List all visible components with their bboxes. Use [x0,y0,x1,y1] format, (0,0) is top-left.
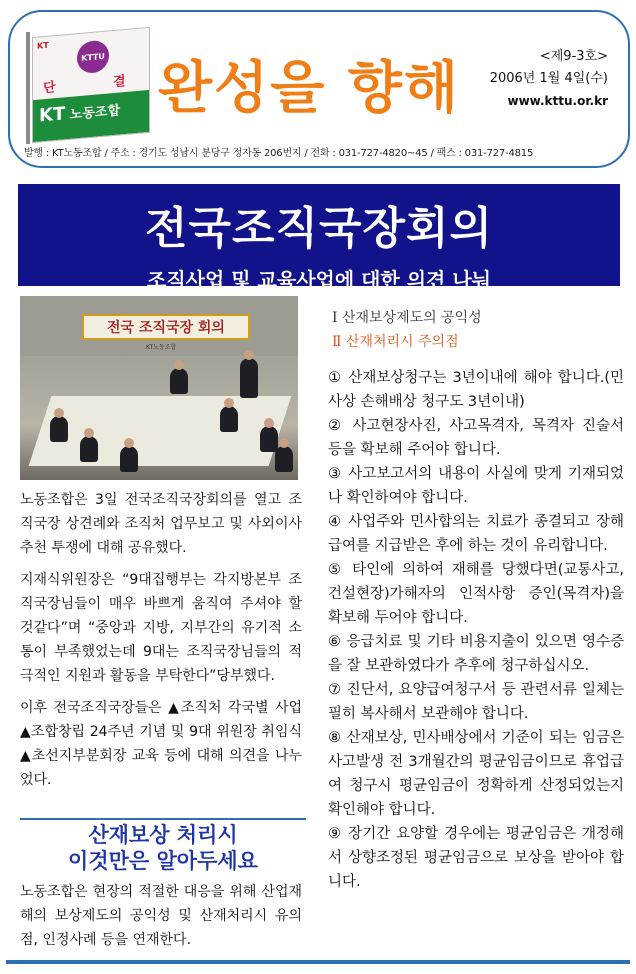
list-item: ⑦ 진단서, 요양급여청구서 등 관련서류 일체는 필히 복사해서 보관해야 합니다. [328,682,624,722]
subheadline: 조직사업 및 교육사업에 대한 의견 나눠 [147,268,491,292]
kttu-emblem-icon: KTTU [77,39,109,74]
list-item: ⑧ 산재보상, 민사배상에서 기준이 되는 임금은 사고발생 전 3개월간의 평균임금이므로 휴업급여 청구시 평균임금이 정확하게 산정되었는지 확인해야 합니다. [328,730,624,818]
article-right-column [328,306,624,894]
flag-char-dan: 단 [43,80,56,97]
list-item: ③ 사고보고서의 내용이 사실에 맞게 기재되었나 확인하여야 합니다. [328,466,624,506]
headline-banner [18,184,620,292]
callout-line: 산재보상 처리시 [88,823,238,847]
photo-person [120,446,138,472]
photo-person-head [224,398,234,408]
photo-person [260,426,278,452]
photo-person [275,446,293,472]
newsletter-title: 완성을 향해 [158,56,460,121]
flag-kt-text: KT [39,103,66,127]
series-intro-paragraph: 노동조합은 현장의 적절한 대응을 위해 산업재해의 보상제도의 공익성 및 산재처리시 유의점, 인정사례 등을 연재한다. [20,884,302,948]
photo-person-head [279,438,289,448]
publisher-address: 발행 : KT노동조합 / 주소 : 경기도 성남시 분당구 정자동 206번지 / 전화 : 031-727-4820~45 / 팩스 : 031-727-4815 [24,148,534,159]
website-link[interactable]: www.kttu.or.kr [507,94,608,108]
photo-person-head [84,428,94,438]
photo-person-head [174,360,184,370]
photo-person-head [244,350,254,360]
photo-person [220,406,238,432]
list-item: ② 사고현장사진, 사고목격자, 목격자 진술서 등을 확보해 주어야 합니다. [328,418,624,458]
photo-person [240,358,258,398]
photo-person [170,368,188,394]
issue-number: <제9-3호> [539,49,608,64]
masthead [8,10,630,168]
issue-date: 2006년 1월 4일(수) [489,71,608,86]
series-callout-title [20,822,306,874]
section-divider [20,818,306,820]
conference-table [29,396,292,466]
callout-line: 이것만은 알아두세요 [68,849,258,873]
photo-person-head [54,408,64,418]
section-heading-1: Ⅰ 산재보상제도의 공익성 [332,310,482,326]
flag-pole [26,32,30,144]
meeting-photo [20,296,298,480]
footer-rule [6,960,630,964]
headline: 전국조직국장회의 [144,203,494,254]
photo-person [50,416,68,442]
photo-person-head [124,438,134,448]
article-paragraph: 지재식위원장은 “9대집행부는 각지방본부 조직국장님들이 매우 바쁘게 움직여 주셔야 할 것같다”며 “중앙과 지방, 지부간의 유기적 소통이 부족했었는데 9대는 조직국장님들의 적극적인 지원과 활동을 부탁한다”당부했다. [20,572,302,684]
list-item: ④ 사업주와 민사합의는 치료가 종결되고 장해급여를 지급받은 후에 하는 것이 유리합니다. [328,514,624,554]
flag-kt-mark: KT [37,40,49,51]
list-item: ⑨ 장기간 요양할 경우에는 평균임금은 개정해서 상향조정된 평균임금으로 보상을 받아야 합니다. [328,826,624,890]
meeting-banner-sub: KT노동조합 [146,344,177,351]
article-left-column [20,488,302,800]
photo-person [80,436,98,462]
union-flag-logo [32,27,150,143]
flag-union-text: 노동조합 [69,103,120,123]
list-item: ⑥ 응급치료 및 기타 비용지출이 있으면 영수증을 잘 보관하였다가 추후에 청구하십시오. [328,634,624,674]
flag-char-gyeol: 결 [113,73,126,91]
article-paragraph: 노동조합은 3일 전국조직국장회의를 열고 조직국장 상견례와 조직처 업무보고 및 사외이사 추천 투쟁에 대해 공유했다. [20,492,302,556]
meeting-banner-sign: 전국 조직국장 회의 [82,314,250,340]
article-paragraph: 이후 전국조직국장들은 ▲조직처 각국별 사업 ▲조합창립 24주년 기념 및 9대 위원장 취임식 ▲초선지부분회장 교육 등에 대해 의견을 나누었다. [20,700,302,788]
list-item: ⑤ 타인에 의하여 재해를 당했다면(교통사고, 건설현장)가해자의 인적사항 증인(목격자)을 확보해 두어야 합니다. [328,562,624,626]
section-heading-2: Ⅱ 산재처리시 주의점 [332,334,459,350]
list-item: ① 산재보상청구는 3년이내에 해야 합니다.(민사상 손해배상 청구도 3년이내) [328,370,624,410]
photo-person-head [264,418,274,428]
issue-info [490,46,608,112]
